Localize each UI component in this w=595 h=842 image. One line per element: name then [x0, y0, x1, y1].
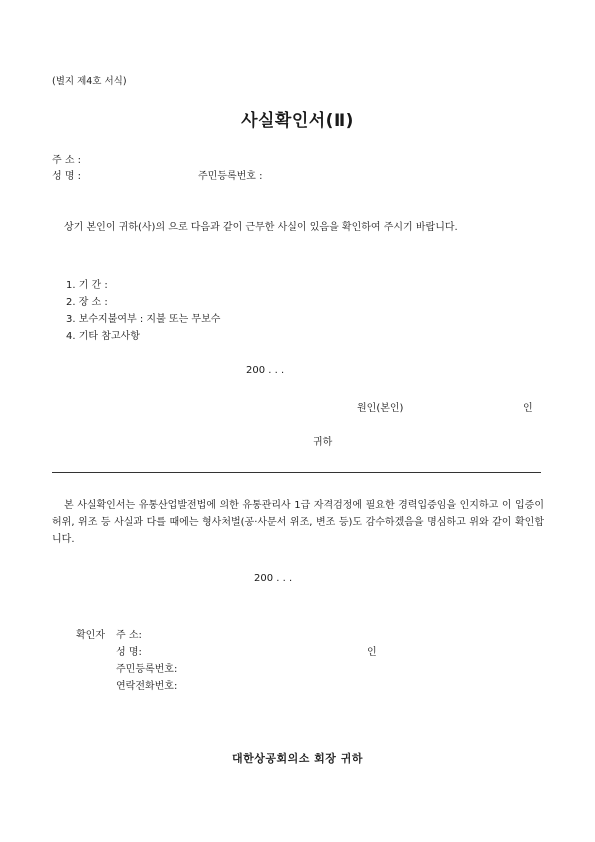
seal-mark-1: 인: [523, 403, 533, 414]
confirmer-resident-no-label: 주민등록번호:: [116, 664, 178, 675]
confirmer-address-label: 주 소:: [116, 630, 142, 641]
confirmer-name-label: 성 명:: [116, 647, 142, 658]
date-line-2: 200 . . .: [254, 573, 293, 584]
final-recipient: 대한상공회의소 회장 귀하: [231, 752, 364, 765]
date-line-1: 200 . . .: [246, 365, 285, 376]
request-paragraph: 상기 본인이 귀하(사)의 으로 다음과 같이 근무한 사실이 있음을 확인하여 주시기 바랍니다.: [64, 222, 458, 233]
item-notes: 4. 기타 참고사항: [66, 331, 140, 342]
item-payment: 3. 보수지불여부 : 지불 또는 무보수: [66, 314, 221, 325]
recipient-1: 귀하: [313, 437, 333, 448]
confirmer-phone-label: 연락전화번호:: [116, 681, 178, 692]
divider-line: [52, 472, 541, 473]
applicant-name-label: 성 명 :: [52, 171, 82, 182]
confirmer-label: 확인자: [76, 630, 105, 641]
applicant-seal-label: 원인(본인): [357, 403, 404, 414]
confirmation-paragraph: 본 사실확인서는 유통산업발전법에 의한 유통관리사 1급 자격검정에 필요한 경력입증임을 인지하고 이 입증이 허위, 위조 등 사실과 다를 때에는 형사처벌(공·사문서 위조, 변조 등)도 감수하겠음을 명심하고 위와 같이 확인합니다.: [52, 500, 544, 545]
confirmer-seal-mark: 인: [367, 647, 377, 658]
item-period: 1. 기 간 :: [66, 280, 108, 291]
document-title: 사실확인서(Ⅱ): [241, 111, 354, 131]
item-place: 2. 장 소 :: [66, 297, 108, 308]
applicant-resident-no-label: 주민등록번호 :: [198, 171, 263, 182]
applicant-address-label: 주 소 :: [52, 155, 82, 166]
form-number: (별지 제4호 서식): [52, 76, 127, 87]
